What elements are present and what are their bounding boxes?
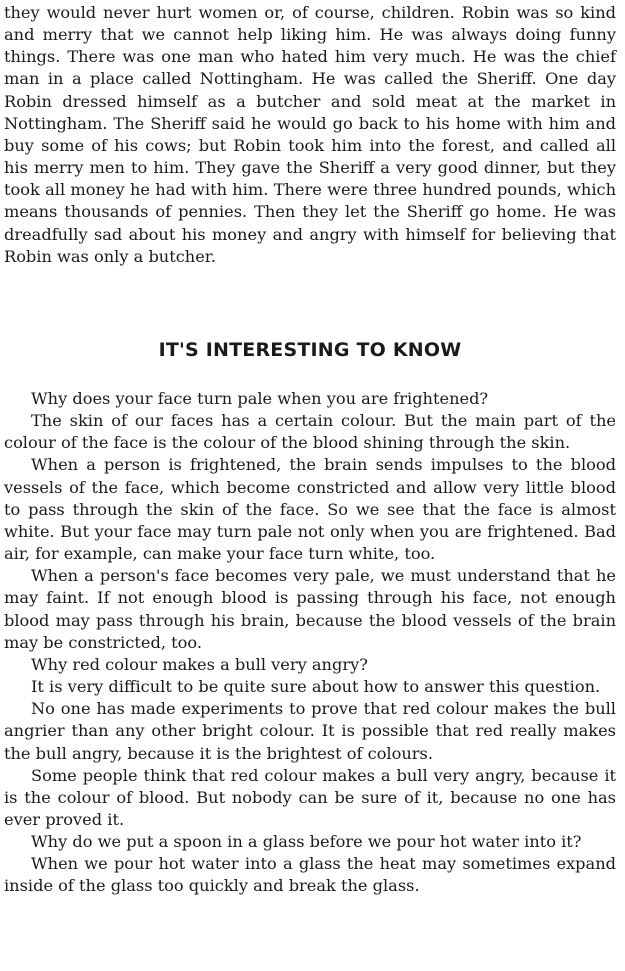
section-body (4, 388, 616, 898)
answer-paragraph: The skin of our faces has a certain colour. But the main part of the colour of the face is the colour of the blood shining through the skin. (4, 411, 616, 453)
question-spoon-glass: Why do we put a spoon in a glass before we pour hot water into it? (31, 832, 582, 852)
question-bull-angry: Why red colour makes a bull very angry? (31, 654, 368, 674)
answer-paragraph: It is very difficult to be quite sure about how to answer this question. (31, 677, 601, 697)
document-page (4, 2, 616, 896)
answer-paragraph: No one has made experiments to prove that red colour makes the bull angrier than any other bright colour. It is possible that red really makes the bull angry, because it is the brightest of colours. (4, 699, 616, 763)
answer-paragraph: When we pour hot water into a glass the heat may sometimes expand inside of the glass too quickly and break the glass. (4, 854, 616, 896)
question-face-pale: Why does your face turn pale when you are frightened? (31, 389, 489, 408)
answer-paragraph: Some people think that red colour makes a bull very angry, because it is the colour of blood. But nobody can be sure of it, because no one has ever proved it. (4, 765, 616, 829)
section-heading: IT'S INTERESTING TO KNOW (158, 339, 462, 361)
answer-paragraph: When a person's face becomes very pale, we must understand that he may faint. If not enough blood is passing through his face, not enough blood may pass through his brain, because the blood vessels of the brain may be constricted, too. (4, 566, 616, 652)
answer-paragraph: When a person is frightened, the brain sends impulses to the blood vessels of the face, which become constricted and allow very little blood to pass through the skin of the face. So we see that the face is almost white. But your face may turn pale not only when you are frightened. Bad air, for example, can make your face turn white, too. (4, 455, 616, 564)
intro-paragraph: they would never hurt women or, of course, children. Robin was so kind and merry that we cannot help liking him. He was always doing funny things. There was one man who hated him very much. He was the chief man in a place called Nottingham. He was called the Sheriff. One day Robin dressed himself as a butcher and sold meat at the market in Nottingham. The Sheriff said he would go back to his home with him and buy some of his cows; but Robin took him into the forest, and called all his merry men to him. They gave the Sheriff a very good dinner, but they took all money he had with him. There were three hundred pounds, which means thousands of pennies. Then they let the Sheriff go home. He was dreadfully sad about his money and angry with himself for believing that Robin was only a butcher. (4, 3, 616, 266)
